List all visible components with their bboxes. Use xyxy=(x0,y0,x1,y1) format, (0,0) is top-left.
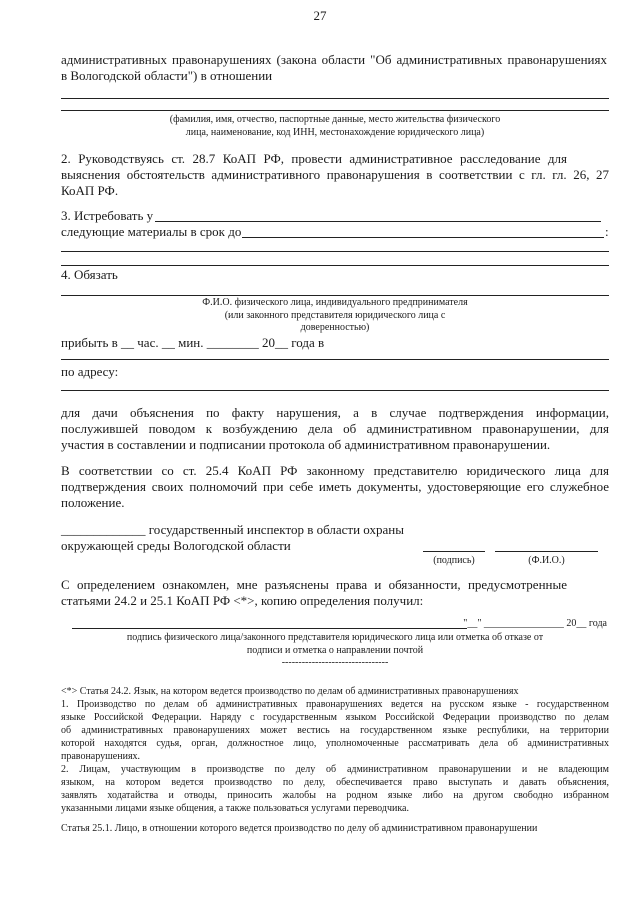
acquainted-date: "__" ________________ 20__ года xyxy=(463,618,607,629)
item4-caption-2: (или законного представителя юридического лица с xyxy=(224,310,446,321)
acquainted-line-2: статьями 24.2 и 25.1 КоАП РФ <*>, копию определения получил: xyxy=(61,593,424,608)
item4-address-line xyxy=(61,390,609,391)
item3-deadline-line xyxy=(242,237,604,238)
item3-materials-line-1 xyxy=(61,251,609,252)
footnote-p2-line-4: указанными лицами языке общения, а также пользоваться услугами переводчика. xyxy=(61,803,409,814)
item3-materials-line-2 xyxy=(61,265,609,266)
footnote-p1-line-1: 1. Производство по делам об административных правонарушениях ведется на русском языке - государственном xyxy=(61,699,609,710)
item3-colon: : xyxy=(605,224,609,239)
item2-line-2: выяснения обстоятельств административного правонарушения в соответствии с гл. гл. 26, 27 xyxy=(61,167,609,182)
item4-address: по адресу: xyxy=(61,364,119,379)
inspector-sign-line xyxy=(423,551,485,552)
art254-line-3: положение. xyxy=(61,495,125,510)
footnote-p1-line-4: которой находятся судья, орган, должностное лицо, уполномоченные рассматривать дела об административных xyxy=(61,738,609,749)
inspector-name-line xyxy=(495,551,598,552)
item4-place-line xyxy=(61,359,609,360)
acquainted-line-1: С определением ознакомлен, мне разъяснены права и обязанности, предусмотренные xyxy=(61,577,567,592)
inspector-name-label: (Ф.И.О.) xyxy=(528,555,565,566)
acquainted-sign-line xyxy=(72,628,467,629)
intro-line-2: в Вологодской области") в отношении xyxy=(61,68,273,83)
purpose-line-3: участия в составлении и подписании протокола об административном правонарушении. xyxy=(61,437,551,452)
person-caption-2: лица, наименование, код ИНН, местонахождение юридического лица) xyxy=(185,127,485,138)
item4-arrive: прибыть в __ час. __ мин. ________ 20__ года в xyxy=(61,335,325,350)
item4-caption-1: Ф.И.О. физического лица, индивидуального предпринимателя xyxy=(202,297,468,308)
page-number: 27 xyxy=(313,8,327,23)
acquainted-caption-1: подпись физического лица/законного представителя юридического лица или отметка об отказе от xyxy=(126,632,544,643)
footnote-p1-line-5: правонарушениях. xyxy=(61,751,141,762)
inspector-line-2: окружающей среды Вологодской области xyxy=(61,538,291,553)
footnote-art251: Статья 25.1. Лицо, в отношении которого ведется производство по делу об административном правонарушении xyxy=(61,823,538,834)
person-line-1 xyxy=(61,98,609,99)
item4-caption-3: доверенностью) xyxy=(300,322,370,333)
item4-heading: 4. Обязать xyxy=(61,267,118,282)
separator: -------------------------------- xyxy=(281,657,389,668)
footnote-p1-line-3: об административных правонарушениях может вестись на государственном языке республики, на территории xyxy=(61,725,609,736)
acquainted-caption-2: подписи и отметка о направлении почтой xyxy=(246,645,424,656)
art254-line-2: подтверждения своих полномочий при себе иметь документы, удостоверяющие его служебное xyxy=(61,479,609,494)
footnote-p1-line-2: языке Российской Федерации. Наряду с государственным языком Российской Федерации производство по делам xyxy=(61,712,609,723)
footnote-title: <*> Статья 24.2. Язык, на котором ведется производство по делам об административных правонарушениях xyxy=(61,686,519,697)
item2-line-3: КоАП РФ. xyxy=(61,183,119,198)
purpose-line-2: послужившей поводом к возбуждению дела об административном правонарушении, для xyxy=(61,421,609,436)
item2-line-1: 2. Руководствуясь ст. 28.7 КоАП РФ, провести административное расследование для xyxy=(61,151,567,166)
item3-source-line xyxy=(155,221,601,222)
person-line-2 xyxy=(61,110,609,111)
intro-line-1: административных правонарушениях (закона области "Об административных правонарушениях xyxy=(61,52,607,67)
footnote-p2-line-3: заявлять ходатайства и отводы, приносить жалобы на родном языке либо на другом свободно избранном xyxy=(61,790,609,801)
footnote-p2-line-2: языком, на котором ведется производство по делу, обеспечивается право выступать и давать объяснения, xyxy=(61,777,609,788)
footnote-p2-line-1: 2. Лицам, участвующим в производстве по делу об административном правонарушении и не владеющим xyxy=(61,764,609,775)
purpose-line-1: для дачи объяснения по факту нарушения, а в случае подтверждения информации, xyxy=(61,405,609,420)
inspector-line-1: _____________ государственный инспектор в области охраны xyxy=(61,522,404,537)
inspector-sign-label: (подпись) xyxy=(433,555,475,566)
item3-line-1: 3. Истребовать у xyxy=(61,208,154,223)
art254-line-1: В соответствии со ст. 25.4 КоАП РФ законному представителю юридического лица для xyxy=(61,463,609,478)
item3-line-2: следующие материалы в срок до xyxy=(61,224,242,239)
person-caption-1: (фамилия, имя, отчество, паспортные данные, место жительства физического xyxy=(169,114,501,125)
